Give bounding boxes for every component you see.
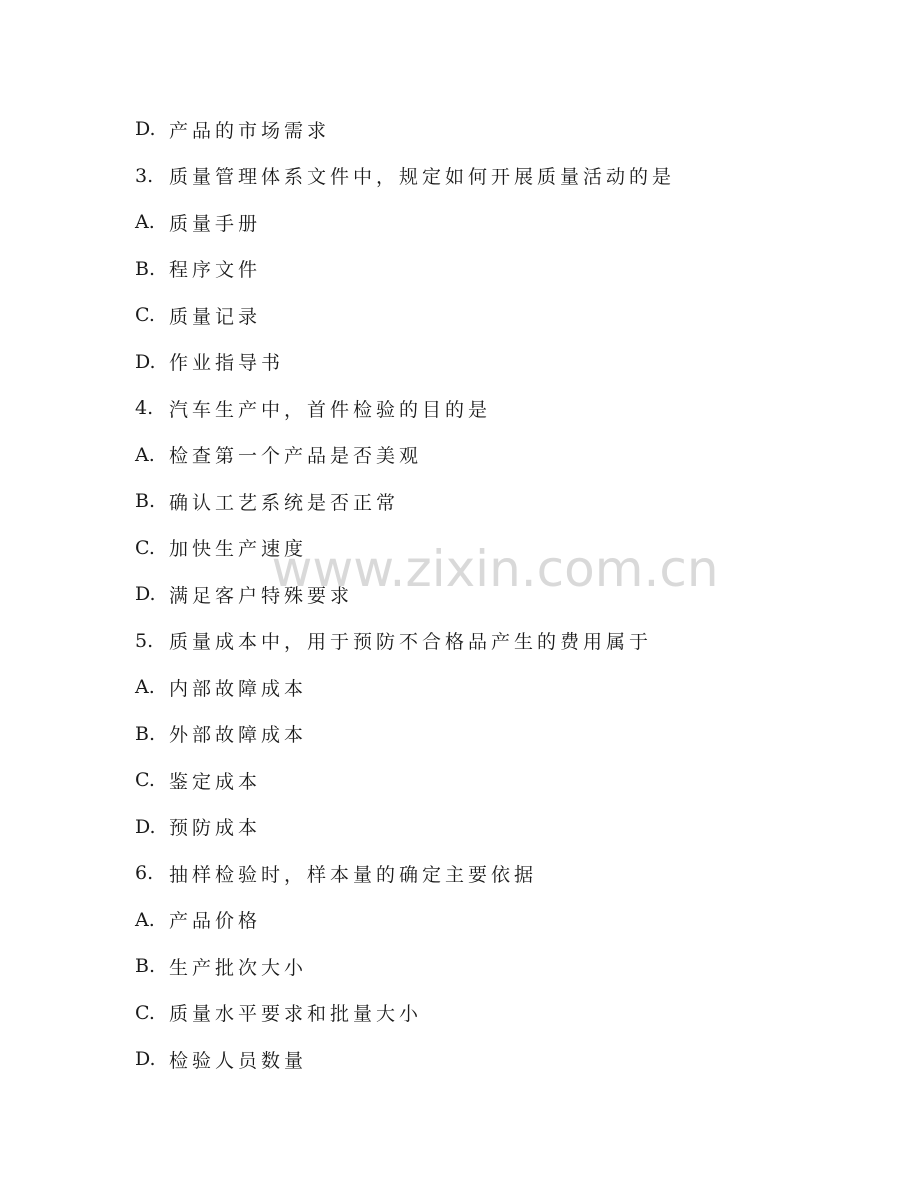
question-number: 3. <box>135 164 154 187</box>
option-marker: D. <box>135 350 156 373</box>
option-line <box>135 478 835 525</box>
option-line <box>135 199 835 246</box>
option-line <box>135 339 835 386</box>
option-text: 作业指导书 <box>169 352 285 375</box>
option-marker: C. <box>135 769 155 792</box>
option-marker: D. <box>135 118 156 141</box>
option-marker: B. <box>135 722 156 745</box>
option-line <box>135 711 835 758</box>
question-text: 质量管理体系文件中，规定如何开展质量活动的是 <box>169 166 676 189</box>
option-marker: D. <box>135 1048 156 1071</box>
option-text: 质量水平要求和批量大小 <box>169 1003 423 1026</box>
question-list <box>135 106 835 1083</box>
question-line <box>135 850 835 897</box>
option-text: 生产批次大小 <box>169 956 308 979</box>
option-line <box>135 1036 835 1083</box>
question-text: 汽车生产中，首件检验的目的是 <box>169 398 492 421</box>
option-line <box>135 990 835 1037</box>
question-text: 质量成本中，用于预防不合格品产生的费用属于 <box>169 631 653 654</box>
option-marker: C. <box>135 1001 155 1024</box>
option-marker: A. <box>135 443 155 466</box>
option-line <box>135 757 835 804</box>
option-text: 鉴定成本 <box>169 770 262 793</box>
option-marker: A. <box>135 676 155 699</box>
option-marker: C. <box>135 304 155 327</box>
option-line <box>135 664 835 711</box>
option-marker: B. <box>135 955 156 978</box>
option-text: 检查第一个产品是否美观 <box>169 445 423 468</box>
option-text: 加快生产速度 <box>169 538 308 561</box>
option-text: 满足客户特殊要求 <box>169 584 354 607</box>
option-text: 产品的市场需求 <box>169 119 331 142</box>
option-text: 预防成本 <box>169 817 262 840</box>
option-text: 内部故障成本 <box>169 677 308 700</box>
option-line <box>135 106 835 153</box>
option-line <box>135 571 835 618</box>
option-text: 质量记录 <box>169 305 262 328</box>
option-marker: B. <box>135 257 156 280</box>
option-line <box>135 897 835 944</box>
option-marker: D. <box>135 815 156 838</box>
question-line <box>135 153 835 200</box>
option-marker: D. <box>135 583 156 606</box>
question-text: 抽样检验时，样本量的确定主要依据 <box>169 863 538 886</box>
option-marker: A. <box>135 908 155 931</box>
question-number: 5. <box>135 629 154 652</box>
option-text: 质量手册 <box>169 212 262 235</box>
question-line <box>135 618 835 665</box>
option-text: 外部故障成本 <box>169 724 308 747</box>
option-line <box>135 292 835 339</box>
option-line <box>135 943 835 990</box>
question-number: 6. <box>135 862 154 885</box>
option-line <box>135 804 835 851</box>
question-line <box>135 385 835 432</box>
question-number: 4. <box>135 397 154 420</box>
option-marker: C. <box>135 536 155 559</box>
option-marker: A. <box>135 211 155 234</box>
option-line <box>135 246 835 293</box>
option-text: 确认工艺系统是否正常 <box>169 491 400 514</box>
option-text: 程序文件 <box>169 259 262 282</box>
option-text: 检验人员数量 <box>169 1049 308 1072</box>
option-marker: B. <box>135 490 156 513</box>
option-text: 产品价格 <box>169 910 262 933</box>
option-line <box>135 432 835 479</box>
watermark: www.zixin.com.cn <box>271 540 719 598</box>
option-line <box>135 525 835 572</box>
